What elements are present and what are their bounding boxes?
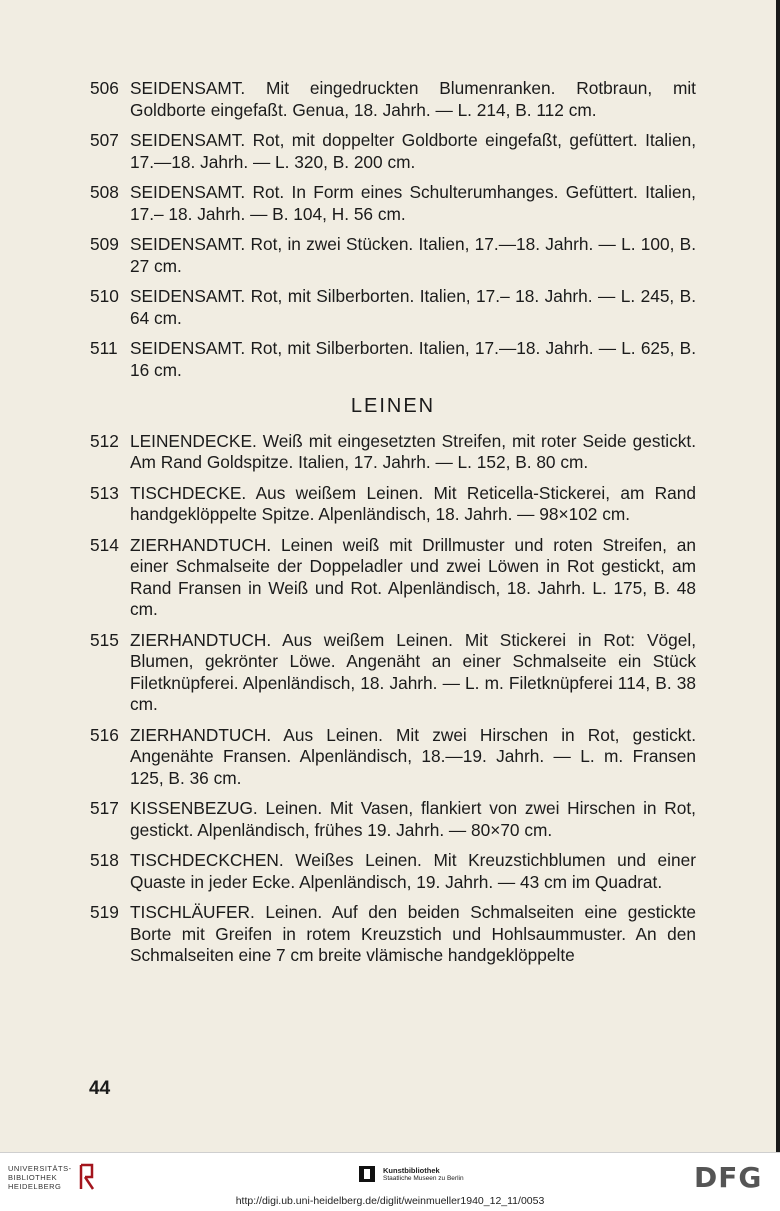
entry-text: SEIDENSAMT. Rot, mit doppelter Goldborte eingefaßt, gefüttert. Italien, 17.—18. Jahrh. — L. 320, B. 200 cm. (130, 130, 696, 172)
entry-text: ZIERHANDTUCH. Aus weißem Leinen. Mit Stickerei in Rot: Vögel, Blumen, gekrönter Löwe. Angenäht an einer Schmalseite ein Stück Filetknüpferei. Alpenländisch, 18. Jahrh. — L. m. Filetknüpferei 114, B. 38 cm. (130, 629, 696, 714)
entry-text: LEINENDECKE. Weiß mit eingesetzten Streifen, mit roter Seide gestickt. Am Rand Goldspitze. Italien, 17. Jahrh. — L. 152, B. 80 cm. (130, 430, 696, 472)
catalog-entry (90, 130, 696, 173)
dfg-logo[interactable]: DFG (694, 1161, 763, 1194)
entry-text: SEIDENSAMT. Rot. In Form eines Schulterumhanges. Gefüttert. Italien, 17.– 18. Jahrh. — B. 104, H. 56 cm. (130, 182, 696, 224)
entry-text: ZIERHANDTUCH. Leinen weiß mit Drillmuster und roten Streifen, an einer Schmalseite der Doppeladler und zwei Löwen in Rot gestickt, am Rand Fransen in Weiß und Rot. Alpenländisch, 18. Jahrh. L. 175, B. 48 cm. (130, 534, 696, 619)
entry-number: 509 (90, 234, 119, 254)
entry-number: 506 (90, 78, 119, 98)
staatliche-museen-name: Staatliche Museen zu Berlin (383, 1174, 464, 1182)
kunstbibliothek-mark-icon (358, 1165, 376, 1183)
entry-number: 516 (90, 724, 119, 745)
entry-text: TISCHDECKE. Aus weißem Leinen. Mit Reticella-Stickerei, am Rand handgeklöppelte Spitze. Alpenländisch, 18. Jahrh. — 98×102 cm. (130, 482, 696, 524)
entry-text: SEIDENSAMT. Rot, mit Silberborten. Italien, 17.—18. Jahrh. — L. 625, B. 16 cm. (130, 338, 696, 380)
university-emblem-icon (78, 1163, 96, 1191)
entry-number: 507 (90, 130, 119, 150)
entry-text: KISSENBEZUG. Leinen. Mit Vasen, flankiert von zwei Hirschen in Rot, gestickt. Alpenländisch, frühes 19. Jahrh. — 80×70 cm. (130, 798, 696, 840)
catalog-entry (90, 902, 696, 967)
university-library-logo[interactable] (8, 1163, 96, 1191)
entry-number: 518 (90, 850, 119, 870)
entry-text: SEIDENSAMT. Rot, in zwei Stücken. Italien, 17.—18. Jahrh. — L. 100, B. 27 cm. (130, 234, 696, 276)
university-name (8, 1164, 72, 1191)
entries-before-section (90, 78, 696, 381)
permalink-url[interactable]: http://digi.ub.uni-heidelberg.de/diglit/weinmueller1940_12_11/0053 (235, 1195, 545, 1207)
page-number: 44 (89, 1078, 111, 1099)
entries-after-section (90, 431, 696, 967)
section-title: LEINEN (350, 395, 436, 417)
catalog-entry (90, 798, 696, 841)
university-line-2: BIBLIOTHEK (8, 1172, 58, 1182)
university-line-1: UNIVERSITÄTS- (8, 1163, 72, 1173)
entry-number: 519 (90, 902, 119, 922)
kunstbibliothek-name: Kunstbibliothek (383, 1165, 440, 1175)
catalog-entry (90, 483, 696, 526)
kunstbibliothek-logo[interactable] (358, 1165, 464, 1183)
entry-number: 517 (90, 798, 119, 818)
entry-text: SEIDENSAMT. Mit eingedruckten Blumenranken. Rotbraun, mit Goldborte eingefaßt. Genua, 18. Jahrh. — L. 214, B. 112 cm. (130, 78, 696, 120)
university-line-3: HEIDELBERG (8, 1181, 62, 1191)
entry-number: 515 (90, 629, 119, 650)
entry-number: 512 (90, 430, 119, 451)
catalog-entry (90, 234, 696, 277)
entry-number: 511 (90, 338, 118, 358)
catalog-entry (90, 535, 696, 621)
catalog-entry (90, 630, 696, 716)
catalog-entry (90, 286, 696, 329)
entry-text: ZIERHANDTUCH. Aus Leinen. Mit zwei Hirschen in Rot, gestickt. Angenähte Fransen. Alpenländisch, 18.—19. Jahrh. — L. m. Fransen 125, B. 36 cm. (130, 724, 696, 788)
catalog-entry (90, 431, 696, 474)
catalog-entry (90, 850, 696, 893)
entry-number: 513 (90, 482, 119, 503)
entry-number: 508 (90, 182, 119, 202)
entry-number: 510 (90, 286, 119, 306)
catalog-entry (90, 725, 696, 790)
catalog-entries (90, 78, 696, 976)
entry-text: SEIDENSAMT. Rot, mit Silberborten. Italien, 17.– 18. Jahrh. — L. 245, B. 64 cm. (130, 286, 696, 328)
catalog-entry (90, 78, 696, 121)
entry-text: TISCHDECKCHEN. Weißes Leinen. Mit Kreuzstichblumen und einer Quaste in jeder Ecke. Alpenländisch, 19. Jahrh. — 43 cm im Quadrat. (130, 850, 696, 892)
entry-text: TISCHLÄUFER. Leinen. Auf den beiden Schmalseiten eine gestickte Borte mit Greifen in rotem Kreuzstich und Hohlsaummuster. An den Schmalseiten eine 7 cm breite vlämische handgeklöppelte (130, 902, 696, 965)
entry-number: 514 (90, 534, 119, 555)
catalog-entry (90, 182, 696, 225)
catalog-entry (90, 338, 696, 381)
